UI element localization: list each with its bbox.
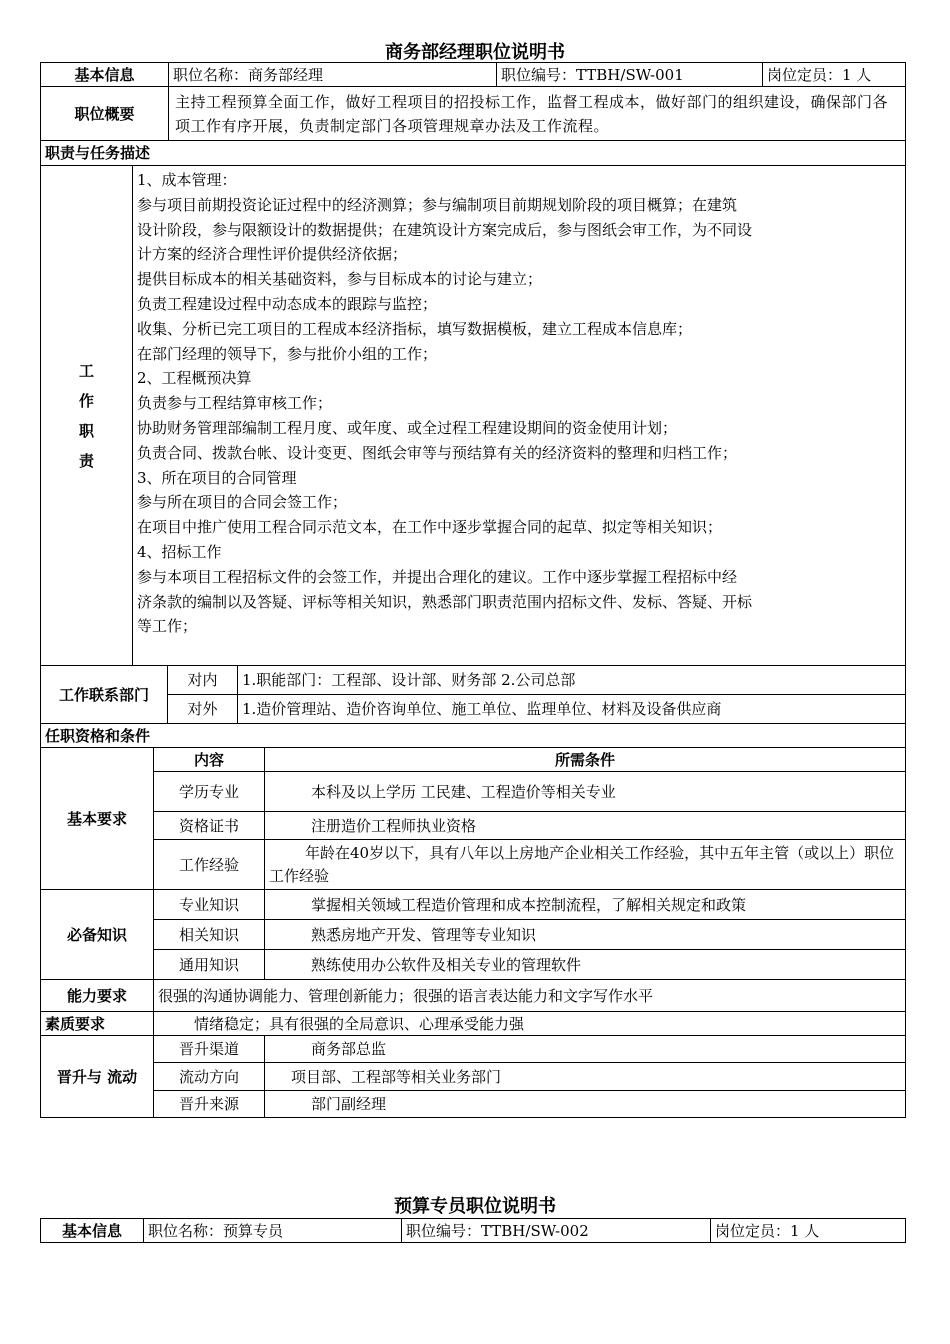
qual-text: 本科及以上学历 工民建、工程造价等相关专业 bbox=[265, 772, 906, 812]
promotion-item: 晋升来源 bbox=[154, 1091, 265, 1118]
duty-line: 收集、分析已完工项目的工程成本经济指标，填写数据模板，建立工程成本信息库； bbox=[137, 319, 693, 338]
basic-req-label: 基本要求 bbox=[41, 748, 154, 890]
qual-text: 年龄在40岁以下，具有八年以上房地产企业相关工作经验，其中五年主管（或以上）职位工作经验 bbox=[265, 840, 906, 890]
qual-text: 掌握相关领域工程造价管理和成本控制流程，了解相关规定和政策 bbox=[265, 890, 906, 920]
basic-info-label: 基本信息 bbox=[41, 63, 169, 87]
basic-info-table bbox=[40, 62, 906, 87]
contact-type: 对外 bbox=[168, 695, 238, 724]
promotion-item: 流动方向 bbox=[154, 1063, 265, 1091]
qualifications-table bbox=[40, 747, 906, 980]
duties-label-char: 职 bbox=[78, 421, 94, 440]
duty-line: 设计阶段，参与限额设计的数据提供；在建筑设计方案完成后，参与图纸会审工作，为不同设 bbox=[137, 220, 753, 239]
document-title: 商务部经理职位说明书 bbox=[385, 42, 565, 63]
contacts-label: 工作联系部门 bbox=[41, 666, 168, 724]
knowledge-label: 必备知识 bbox=[41, 890, 154, 980]
duty-line: 2、工程概预决算 bbox=[137, 369, 252, 388]
duties-section-label: 职责与任务描述 bbox=[41, 141, 906, 166]
qual-item: 通用知识 bbox=[154, 950, 265, 980]
position-name: 职位名称：预算专员 bbox=[144, 1219, 402, 1243]
qual-item: 资格证书 bbox=[154, 812, 265, 840]
contacts-table bbox=[40, 665, 906, 748]
qual-item: 学历专业 bbox=[154, 772, 265, 812]
qual-text: 注册造价工程师执业资格 bbox=[265, 812, 906, 840]
duty-line: 3、所在项目的合同管理 bbox=[137, 468, 297, 487]
position-name: 职位名称：商务部经理 bbox=[169, 63, 497, 87]
summary-table bbox=[40, 86, 906, 166]
duties-label bbox=[41, 166, 133, 666]
promotion-table bbox=[40, 1035, 906, 1118]
promotion-text: 商务部总监 bbox=[265, 1036, 906, 1063]
summary-text: 主持工程预算全面工作，做好工程项目的招投标工作，监督工程成本，做好部门的组织建设，确保部门各项工作有序开展，负责制定部门各项管理规章办法及工作流程。 bbox=[169, 87, 906, 141]
duty-line: 负责工程建设过程中动态成本的跟踪与监控； bbox=[137, 294, 438, 313]
quality-label: 素质要求 bbox=[41, 1012, 154, 1036]
duties-content bbox=[133, 166, 906, 666]
promotion-label: 晋升与 流动 bbox=[41, 1036, 154, 1118]
duty-line: 在部门经理的领导下，参与批价小组的工作； bbox=[137, 344, 438, 363]
ability-text: 很强的沟通协调能力、管理创新能力；很强的语言表达能力和文字写作水平 bbox=[154, 980, 906, 1012]
qual-header-requirement: 所需条件 bbox=[265, 748, 906, 772]
summary-label: 职位概要 bbox=[41, 87, 169, 141]
contact-text: 1.造价管理站、造价咨询单位、施工单位、监理单位、材料及设备供应商 bbox=[238, 695, 906, 724]
qual-item: 专业知识 bbox=[154, 890, 265, 920]
ability-table bbox=[40, 979, 906, 1036]
promotion-text: 项目部、工程部等相关业务部门 bbox=[265, 1063, 906, 1091]
headcount: 岗位定员：1 人 bbox=[763, 63, 906, 87]
duty-line: 1、成本管理： bbox=[137, 171, 237, 189]
contact-type: 对内 bbox=[168, 666, 238, 695]
duties-label-char: 责 bbox=[78, 451, 94, 470]
qual-header-content: 内容 bbox=[154, 748, 265, 772]
duty-line: 参与所在项目的合同会签工作； bbox=[137, 493, 348, 512]
promotion-item: 晋升渠道 bbox=[154, 1036, 265, 1063]
qual-text: 熟练使用办公软件及相关专业的管理软件 bbox=[265, 950, 906, 980]
duty-line: 负责合同、拨款台帐、设计变更、图纸会审等与预结算有关的经济资料的整理和归档工作； bbox=[137, 443, 738, 462]
contact-text: 1.职能部门：工程部、设计部、财务部 2.公司总部 bbox=[238, 666, 906, 695]
duty-line: 协助财务管理部编制工程月度、或年度、或全过程工程建设期间的资金使用计划； bbox=[137, 418, 678, 437]
duty-line: 在项目中推广使用工程合同示范文本，在工作中逐步掌握合同的起草、拟定等相关知识； bbox=[137, 518, 723, 537]
qual-section-label: 任职资格和条件 bbox=[41, 724, 906, 748]
duties-label-char: 工 bbox=[78, 361, 94, 380]
quality-text: 情绪稳定；具有很强的全局意识、心理承受能力强 bbox=[154, 1012, 906, 1036]
promotion-text: 部门副经理 bbox=[265, 1091, 906, 1118]
duty-line: 等工作； bbox=[137, 617, 198, 636]
qual-item: 工作经验 bbox=[154, 840, 265, 890]
duty-line: 计方案的经济合理性评价提供经济依据； bbox=[137, 245, 408, 264]
document-title-2: 预算专员职位说明书 bbox=[394, 1196, 556, 1217]
qual-item: 相关知识 bbox=[154, 920, 265, 950]
headcount: 岗位定员：1 人 bbox=[711, 1219, 906, 1243]
position-code: 职位编号：TTBH/SW-002 bbox=[402, 1219, 711, 1243]
duty-line: 负责参与工程结算审核工作； bbox=[137, 394, 333, 413]
duty-line: 提供目标成本的相关基础资料，参与目标成本的讨论与建立； bbox=[137, 270, 543, 289]
duty-line: 济条款的编制以及答疑、评标等相关知识，熟悉部门职责范围内招标文件、发标、答疑、开标 bbox=[137, 592, 753, 611]
basic-info-label: 基本信息 bbox=[41, 1219, 144, 1243]
qual-text: 熟悉房地产开发、管理等专业知识 bbox=[265, 920, 906, 950]
duty-line: 参与项目前期投资论证过程中的经济测算；参与编制项目前期规划阶段的项目概算；在建筑 bbox=[137, 195, 738, 214]
basic-info-table-2 bbox=[40, 1218, 906, 1243]
duty-line: 参与本项目工程招标文件的会签工作，并提出合理化的建议。工作中逐步掌握工程招标中经 bbox=[137, 567, 738, 586]
duties-table bbox=[40, 165, 906, 666]
duty-line: 4、招标工作 bbox=[137, 542, 222, 561]
position-code: 职位编号：TTBH/SW-001 bbox=[497, 63, 763, 87]
ability-label: 能力要求 bbox=[41, 980, 154, 1012]
duties-label-char: 作 bbox=[78, 391, 94, 410]
